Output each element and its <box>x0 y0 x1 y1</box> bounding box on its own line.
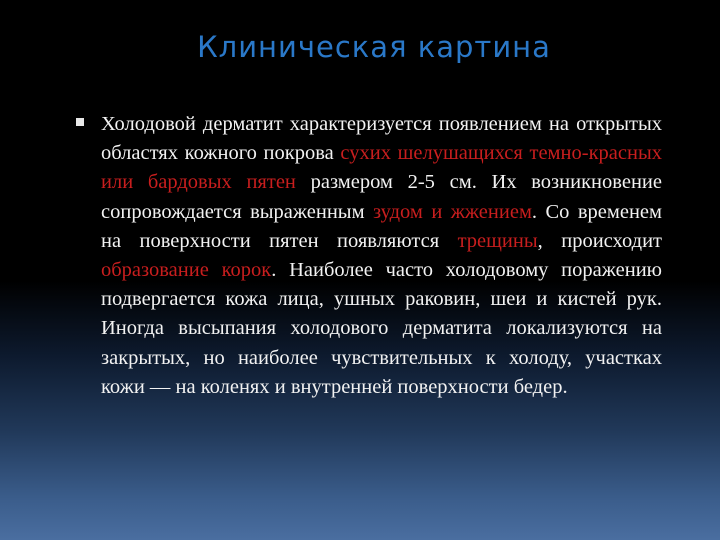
text-segment: , происходит <box>537 229 662 252</box>
bullet-text <box>101 110 662 402</box>
highlight-cracks: трещины <box>457 229 538 252</box>
text-segment: . Наиболее часто холодовому поражению подвергается кожа лица, ушных раковин, шеи и кистей рук. Иногда высыпания холодового дерматита локализуются на закрытых, но наиболее чувствительных к холоду, участках кожи — на коленях и внутренней поверхности бедер. <box>101 259 662 398</box>
text-segment: . Со временем на поверхности пятен появляются <box>101 200 662 252</box>
highlight-crusts: образование корок <box>101 259 272 282</box>
square-bullet-icon <box>76 118 84 126</box>
highlight-itching: зудом и жжением <box>373 200 532 223</box>
slide-title: Клиническая картина <box>197 30 551 64</box>
text-segment: размером 2-5 см. Их возникновение сопровождается выраженным <box>101 171 662 223</box>
bullet-item <box>70 110 662 402</box>
text-segment: Холодовой дерматит характеризуется появлением на открытых областях кожного покрова <box>101 113 662 165</box>
highlight-dry-spots: сухих шелушащихся темно-красных или бардовых пятен <box>101 142 662 194</box>
